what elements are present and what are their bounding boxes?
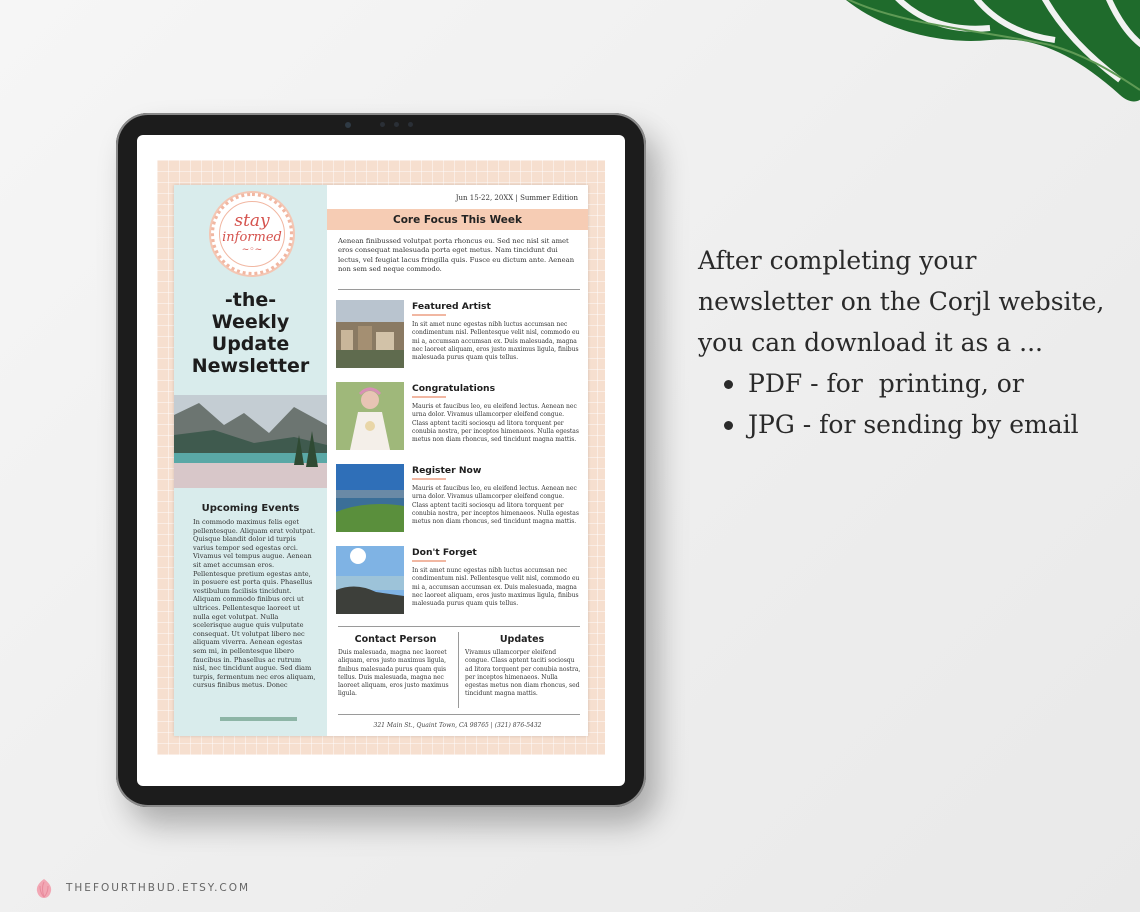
stay-informed-badge: [211, 193, 293, 275]
title-underline: [412, 314, 446, 316]
divider: [338, 714, 580, 715]
feature-body: In sit amet nunc egestas nibh luctus accumsan nec condimentum nisl. Pellentesque velit nisl, commodo eu mi a, accumsan accumsan ex. Duis malesuada, magna nec laoreet aliquam, eros justo maximus ligula, finibus malesuada purus quam quis tellus.: [412, 567, 580, 608]
feature-item: [336, 546, 581, 614]
sunny-cliff-photo: [336, 546, 404, 614]
shop-url[interactable]: THEFOURTHBUD.ETSY.COM: [66, 882, 251, 894]
column-divider: [458, 632, 459, 708]
tablet-screen: [137, 135, 625, 786]
title-line: -the-: [224, 289, 277, 311]
feature-title: Congratulations: [412, 383, 496, 394]
promo-text: [698, 240, 1118, 445]
divider: [338, 626, 580, 627]
title-line: Weekly: [211, 311, 290, 333]
format-item: PDF - for printing, or: [724, 363, 1118, 404]
date-edition: Jun 15-22, 20XX | Summer Edition: [455, 194, 578, 202]
updates-body: Vivamus ullamcorper eleifend congue. Class aptent taciti sociosqu ad litora torquent per conubia nostra, per inceptos himenaeos. Nulla egestas metus non diam rhoncus, sed tincidunt magna mattis.: [465, 649, 581, 698]
newsletter-page: [174, 185, 588, 736]
contact-body: Duis malesuada, magna nec laoreet aliquam, eros justo maximus ligula, finibus malesuada purus quam quis tellus. Duis malesuada, magna nec laoreet aliquam, eros justo maximus ligula.: [338, 649, 449, 698]
title-line: Update: [211, 333, 290, 355]
feature-item: [336, 464, 581, 532]
left-column: [174, 185, 327, 736]
decorative-bar: [220, 717, 297, 721]
mountain-lake-photo: [174, 395, 327, 488]
promo-line: you can download it as a ...: [698, 328, 1043, 357]
contact-heading: Contact Person: [354, 634, 437, 645]
events-heading: Upcoming Events: [201, 503, 300, 514]
feature-body: Mauris et faucibus leo, eu eleifend lectus. Aenean nec urna dolor. Vivamus ullamcorper eleifend congue. Class aptent taciti sociosqu ad litora torquent per conubia nostra, per inceptos himenaeos. Nulla egestas metus non diam rhoncus, sed tincidunt magna mattis.: [412, 403, 579, 444]
promo-line: newsletter on the Corjl website,: [698, 287, 1105, 316]
badge-line-2: informed: [222, 230, 282, 245]
sensor-icon: [408, 122, 413, 127]
feature-title: Register Now: [412, 465, 482, 476]
address-line: 321 Main St., Quaint Town, CA 98765 | (321) 876-5432: [373, 722, 542, 729]
divider: [338, 289, 580, 290]
title-underline: [412, 478, 446, 480]
swirl-icon: ~◦~: [241, 245, 263, 255]
footer: [32, 876, 250, 900]
city-rooftops-photo: [336, 300, 404, 368]
events-body: In commodo maximus felis eget pellentesque. Aliquam erat volutpat. Quisque blandit dolor id turpis varius tempor sed egestas orci. Vivamus vel tempus augue. Aenean sit amet accumsan eros. Pellentesque pretium egestas ante, in posuere est porta quis. Phasellus vestibulum facilisis tincidunt. Aliquam commodo finibus orci ut ultrices. Pellentesque laoreet ut nulla eget volutpat. Nulla scelerisque augue quis vulputate consequat. Ut volutpat libero nec aliquam viverra. Aenean egestas sem mi, in pellentesque libero faucibus in. Phasellus ac rutrum nisl, nec tincidunt augue. Sed diam turpis, fermentum nec eros aliquam, cursus finibus metus. Donec: [193, 518, 316, 690]
bride-photo: [336, 382, 404, 450]
format-list: [698, 363, 1118, 445]
sensor-icon: [394, 122, 399, 127]
feature-title: Featured Artist: [412, 301, 491, 312]
coast-hill-photo: [336, 464, 404, 532]
focus-heading: Core Focus This Week: [327, 209, 588, 230]
focus-body: Aenean finibussed volutpat porta rhoncus eu. Sed nec nisl sit amet eros consequat malesuada porta eget metus. Nam tincidunt dui lectus, vel feugiat lacus fringilla quis. Fusce eu dictum ante. Aenean non sem sed neque commodo.: [338, 237, 575, 274]
promo-line: After completing your: [698, 246, 977, 275]
feature-body: Mauris et faucibus leo, eu eleifend lectus. Aenean nec urna dolor. Vivamus ullamcorper eleifend congue. Class aptent taciti sociosqu ad litora torquent per conubia nostra, per inceptos himenaeos. Nulla egestas metus non diam rhoncus, sed tincidunt magna mattis.: [412, 485, 579, 526]
updates-heading: Updates: [499, 634, 545, 645]
title-underline: [412, 396, 446, 398]
feature-body: In sit amet nunc egestas nibh luctus accumsan nec condimentum nisl. Pellentesque velit nisl, commodo eu mi a, accumsan accumsan ex. Duis malesuada, magna nec laoreet aliquam, eros justo maximus ligula, finibus malesuada purus quam quis tellus.: [412, 321, 580, 362]
badge-line-1: stay: [234, 211, 270, 231]
title-underline: [412, 560, 446, 562]
feature-title: Don't Forget: [412, 547, 477, 558]
sensor-icon: [380, 122, 385, 127]
flower-bud-icon: [32, 876, 56, 900]
feature-item: [336, 382, 581, 450]
monstera-leaf-icon: [820, 0, 1140, 115]
badge-inner: [219, 201, 285, 267]
title-line: Newsletter: [191, 355, 310, 377]
newsletter-title: [174, 289, 327, 377]
feature-item: [336, 300, 581, 368]
camera-icon: [345, 122, 351, 128]
format-item: JPG - for sending by email: [724, 404, 1118, 445]
